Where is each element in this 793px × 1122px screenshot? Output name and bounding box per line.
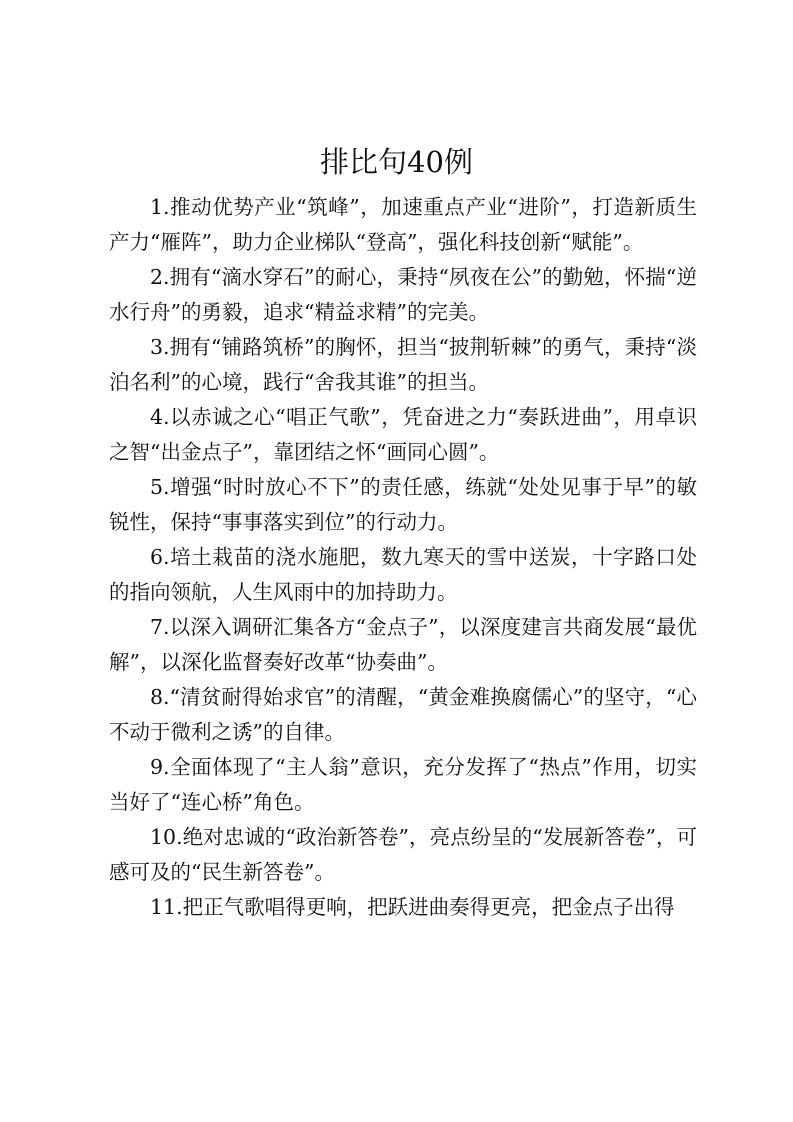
paragraph-5: 5.增强“时时放心不下”的责任感，练就“处处见事于早”的敏锐性，保持“事事落实到位”的行动力。 (109, 475, 697, 534)
paragraph-4: 4.以赤诚之心“唱正气歌”，凭奋进之力“奏跃进曲”，用卓识之智“出金点子”，靠团结之怀“画同心圆”。 (109, 405, 697, 464)
paragraph-11: 11.把正气歌唱得更响，把跃进曲奏得更亮，把金点子出得 (150, 895, 675, 919)
document-title: 排比句40例 (320, 145, 473, 179)
paragraph-2: 2.拥有“滴水穿石”的耐心，秉持“夙夜在公”的勤勉，怀揣“逆水行舟”的勇毅，追求“精益求精”的完美。 (109, 265, 697, 324)
paragraph-3: 3.拥有“铺路筑桥”的胸怀，担当“披荆斩棘”的勇气，秉持“淡泊名利”的心境，践行“舍我其谁”的担当。 (109, 335, 697, 394)
paragraph-1: 1.推动优势产业“筑峰”，加速重点产业“进阶”，打造新质生产力“雁阵”，助力企业梯队“登高”，强化科技创新“赋能”。 (109, 195, 697, 254)
paragraph-6: 6.培土栽苗的浇水施肥，数九寒天的雪中送炭，十字路口处的指向领航，人生风雨中的加持助力。 (109, 545, 697, 604)
paragraph-10: 10.绝对忠诚的“政治新答卷”，亮点纷呈的“发展新答卷”，可感可及的“民生新答卷”。 (109, 825, 697, 884)
paragraph-7: 7.以深入调研汇集各方“金点子”，以深度建言共商发展“最优解”，以深化监督奏好改革“协奏曲”。 (109, 615, 697, 674)
document-body (109, 190, 697, 925)
paragraph-8: 8.“清贫耐得始求官”的清醒，“黄金难换腐儒心”的坚守，“心不动于微利之诱”的自律。 (109, 685, 697, 744)
paragraph-9: 9.全面体现了“主人翁”意识，充分发挥了“热点”作用，切实当好了“连心桥”角色。 (109, 755, 697, 814)
